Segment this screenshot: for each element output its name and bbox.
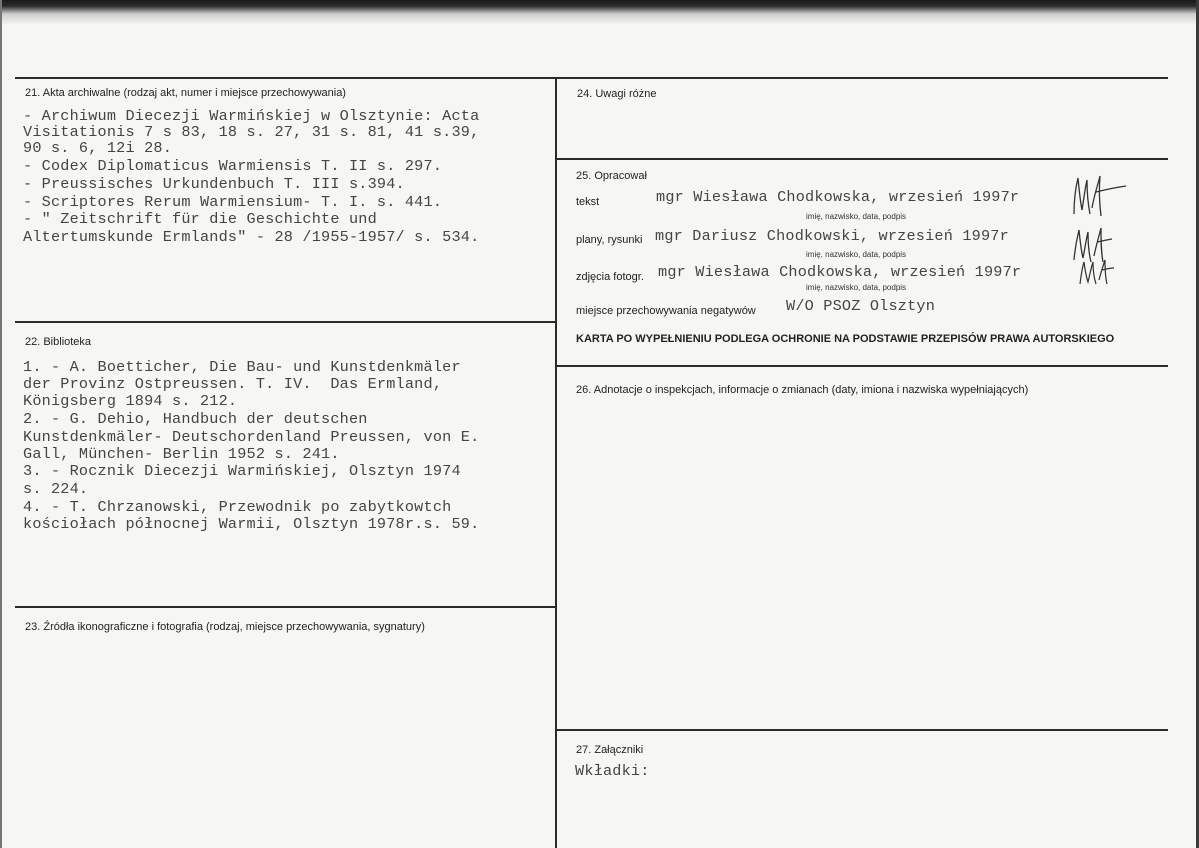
archival-line: Altertumskunde Ermlands" - 28 /1955-1957/ s. 534.	[23, 228, 480, 246]
rule-24-25	[556, 158, 1168, 160]
form-center-divider	[555, 77, 557, 848]
library-line: Königsberg 1894 s. 212.	[23, 392, 238, 410]
photos-author-label: zdjęcia fotogr.	[576, 271, 644, 283]
rule-22-23	[15, 606, 556, 608]
rule-21-22	[15, 321, 556, 323]
drawings-author-value: mgr Dariusz Chodkowski, wrzesień 1997r	[655, 227, 1009, 245]
library-line: 1. - A. Boetticher, Die Bau- und Kunstdenkmäler	[23, 358, 461, 376]
library-line: kościołach północnej Warmii, Olsztyn 1978r.s. 59.	[23, 515, 480, 533]
archival-line: - Codex Diplomaticus Warmiensis T. II s. 297.	[23, 157, 443, 175]
archival-line: - Preussisches Urkundenbuch T. III s.394.	[23, 175, 405, 193]
library-line: Kunstdenkmäler- Deutschordenland Preussen, von E.	[23, 428, 480, 446]
section-26-label: 26. Adnotacje o inspekcjach, informacje o zmianach (daty, imiona i nazwiska wypełniających)	[576, 384, 1029, 396]
negatives-location-label: miejsce przechowywania negatywów	[576, 305, 756, 317]
attachments-value: Wkładki:	[575, 762, 650, 780]
form-top-rule	[15, 77, 1168, 79]
photos-author-value: mgr Wiesława Chodkowska, wrzesień 1997r	[658, 263, 1022, 281]
library-line: 2. - G. Dehio, Handbuch der deutschen	[23, 410, 368, 428]
negatives-location-value: W/O PSOZ Olsztyn	[786, 297, 936, 315]
archival-line: 90 s. 6, 12i 28.	[23, 139, 173, 157]
archival-line: Visitationis 7 s 83, 18 s. 27, 31 s. 81, 41 s.39,	[23, 123, 480, 141]
text-author-label: tekst	[576, 196, 600, 208]
scan-left-edge	[0, 0, 2, 848]
library-line: s. 224.	[23, 480, 89, 498]
rule-26-27	[556, 729, 1168, 731]
signature-text-author	[1068, 170, 1132, 224]
drawings-author-label: plany, rysunki	[576, 234, 643, 246]
library-line: der Provinz Ostpreussen. T. IV. Das Ermland,	[23, 375, 443, 393]
library-line: 4. - T. Chrzanowski, Przewodnik po zabytkowtch	[23, 498, 452, 516]
section-24-label: 24. Uwagi różne	[577, 88, 657, 100]
section-27-label: 27. Załączniki	[576, 744, 644, 756]
drawings-author-hint: imię, nazwisko, data, podpis	[806, 250, 907, 259]
library-line: Gall, München- Berlin 1952 s. 241.	[23, 445, 340, 463]
copyright-notice: KARTA PO WYPEŁNIENIU PODLEGA OCHRONIE NA PODSTAWIE PRZEPISÓW PRAWA AUTORSKIEGO	[576, 333, 1115, 345]
text-author-hint: imię, nazwisko, data, podpis	[806, 212, 907, 221]
section-23-label: 23. Źródła ikonograficzne i fotografia (rodzaj, miejsce przechowywania, sygnatury)	[25, 621, 425, 633]
section-21-label: 21. Akta archiwalne (rodzaj akt, numer i miejsce przechowywania)	[25, 87, 346, 99]
archival-line: - Archiwum Diecezji Warmińskiej w Olsztynie: Acta	[23, 107, 480, 125]
section-25-label: 25. Opracował	[576, 170, 647, 182]
library-line: 3. - Rocznik Diecezji Warmińskiej, Olsztyn 1974	[23, 462, 461, 480]
photos-author-hint: imię, nazwisko, data, podpis	[806, 283, 907, 292]
scan-top-edge	[0, 0, 1199, 24]
text-author-value: mgr Wiesława Chodkowska, wrzesień 1997r	[656, 188, 1020, 206]
archival-line: - " Zeitschrift für die Geschichte und	[23, 210, 377, 228]
archival-line: - Scriptores Rerum Warmiensium- T. I. s. 441.	[23, 193, 443, 211]
section-22-label: 22. Biblioteka	[25, 336, 92, 348]
signature-photos-author	[1076, 258, 1120, 288]
rule-25-26	[556, 365, 1168, 367]
